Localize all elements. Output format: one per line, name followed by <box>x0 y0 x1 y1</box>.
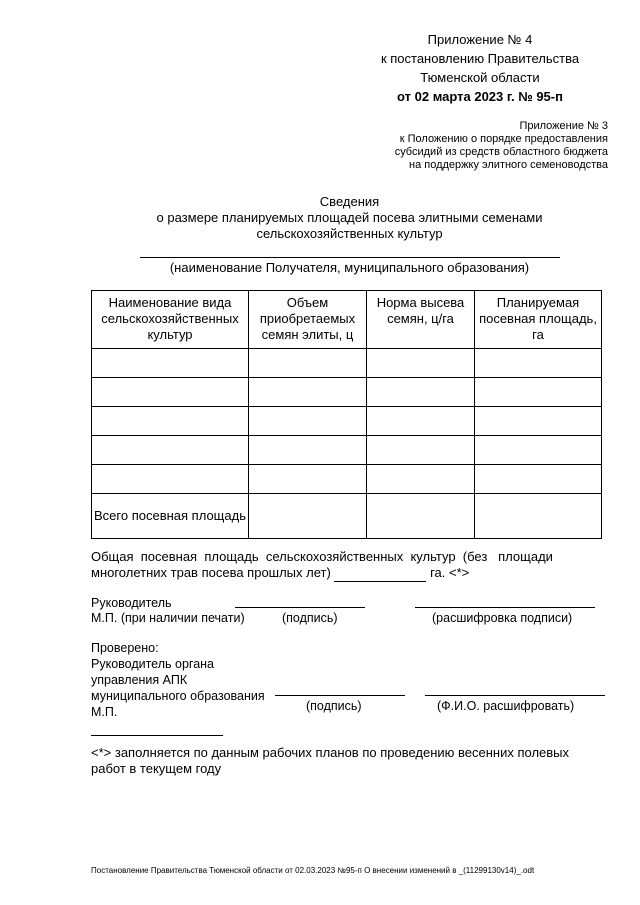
table-row <box>92 349 602 378</box>
checked-line2: управления АПК <box>91 673 188 687</box>
sub-appendix <box>360 120 608 172</box>
table-cell[interactable] <box>475 378 602 407</box>
table-cell[interactable] <box>92 407 249 436</box>
table-cell[interactable] <box>475 436 602 465</box>
header-seed-volume: Объем приобретаемых семян элиты, ц <box>249 291 367 349</box>
signature-role: Руководитель <box>91 596 172 610</box>
sub-appendix-line3: на поддержку элитного семеноводства <box>409 159 608 171</box>
appendix-region: Тюменской области <box>420 70 540 85</box>
recipient-line[interactable] <box>140 257 560 258</box>
table-cell[interactable] <box>475 494 602 539</box>
table-cell[interactable] <box>249 494 367 539</box>
table-cell[interactable] <box>92 465 249 494</box>
summary-line2-prefix: многолетних трав посева прошлых лет) <box>91 565 331 580</box>
table-row <box>92 436 602 465</box>
table-cell[interactable] <box>92 349 249 378</box>
title-line1: Сведения <box>319 194 380 209</box>
signature-stamp: М.П. (при наличии печати) <box>91 611 245 625</box>
footnote-separator <box>91 735 223 736</box>
checked-block <box>91 640 265 720</box>
table-cell[interactable] <box>249 378 367 407</box>
table-cell[interactable] <box>367 349 475 378</box>
summary-line1: Общая посевная площадь сельскохозяйственных культур (без площади <box>91 549 553 564</box>
header-planned-area: Планируемая посевная площадь, га <box>475 291 602 349</box>
document-title <box>91 194 608 242</box>
decode2-caption: (Ф.И.О. расшифровать) <box>437 699 575 713</box>
appendix-header <box>360 30 600 106</box>
title-line2: о размере планируемых площадей посева элитными семенами <box>156 210 543 225</box>
table-row <box>92 378 602 407</box>
table-header-row <box>92 291 602 349</box>
header-seeding-rate: Норма высева семян, ц/га <box>367 291 475 349</box>
table-cell[interactable] <box>475 407 602 436</box>
table-cell[interactable] <box>475 349 602 378</box>
table-cell[interactable] <box>367 436 475 465</box>
footnote <box>91 745 608 777</box>
signature2-line[interactable] <box>275 695 405 696</box>
decode-line[interactable] <box>415 607 595 608</box>
table-cell[interactable] <box>367 378 475 407</box>
sub-appendix-number: Приложение № 3 <box>519 120 608 132</box>
appendix-number: Приложение № 4 <box>427 32 533 47</box>
table-cell[interactable] <box>249 436 367 465</box>
appendix-resolution: к постановлению Правительства <box>380 51 580 66</box>
signature2-caption: (подпись) <box>306 699 362 713</box>
area-blank[interactable] <box>334 565 426 582</box>
table-cell[interactable] <box>249 349 367 378</box>
checked-stamp: М.П. <box>91 705 118 719</box>
footnote-line2: работ в текущем году <box>91 761 222 776</box>
table-cell[interactable] <box>92 436 249 465</box>
header-crop-type: Наименование вида сельскохозяйственных культур <box>92 291 249 349</box>
decode2-line[interactable] <box>425 695 605 696</box>
checked-label: Проверено: <box>91 641 159 655</box>
footnote-line1: <*> заполняется по данным рабочих планов по проведению весенних полевых <box>91 745 570 760</box>
summary-text <box>91 549 608 582</box>
table-row <box>92 465 602 494</box>
table-total-row <box>92 494 602 539</box>
table-cell[interactable] <box>367 407 475 436</box>
table-row <box>92 407 602 436</box>
table-cell[interactable] <box>92 378 249 407</box>
table-cell[interactable] <box>249 465 367 494</box>
sub-appendix-line1: к Положению о порядке предоставления <box>399 133 608 145</box>
checked-line3: муниципального образования <box>91 689 265 703</box>
total-label: Всего посевная площадь <box>92 494 249 539</box>
sub-appendix-line2: субсидий из средств областного бюджета <box>394 146 608 158</box>
table-cell[interactable] <box>367 465 475 494</box>
table-cell[interactable] <box>367 494 475 539</box>
summary-line2 <box>91 565 608 582</box>
checked-line1: Руководитель органа <box>91 657 214 671</box>
table-cell[interactable] <box>475 465 602 494</box>
page-footer: Постановление Правительства Тюменской области от 02.03.2023 №95-п О внесении изменений в _(11299130v14)_.odt <box>91 866 535 875</box>
signature-caption: (подпись) <box>282 611 338 625</box>
recipient-caption: (наименование Получателя, муниципального образования) <box>169 260 530 275</box>
signature-line[interactable] <box>235 607 365 608</box>
summary-line2-suffix: га. <*> <box>430 565 470 580</box>
seeding-table <box>91 290 602 539</box>
table-cell[interactable] <box>249 407 367 436</box>
title-line3: сельскохозяйственных культур <box>256 226 443 241</box>
appendix-date: от 02 марта 2023 г. № 95-п <box>397 89 563 104</box>
decode-caption: (расшифровка подписи) <box>432 611 573 625</box>
